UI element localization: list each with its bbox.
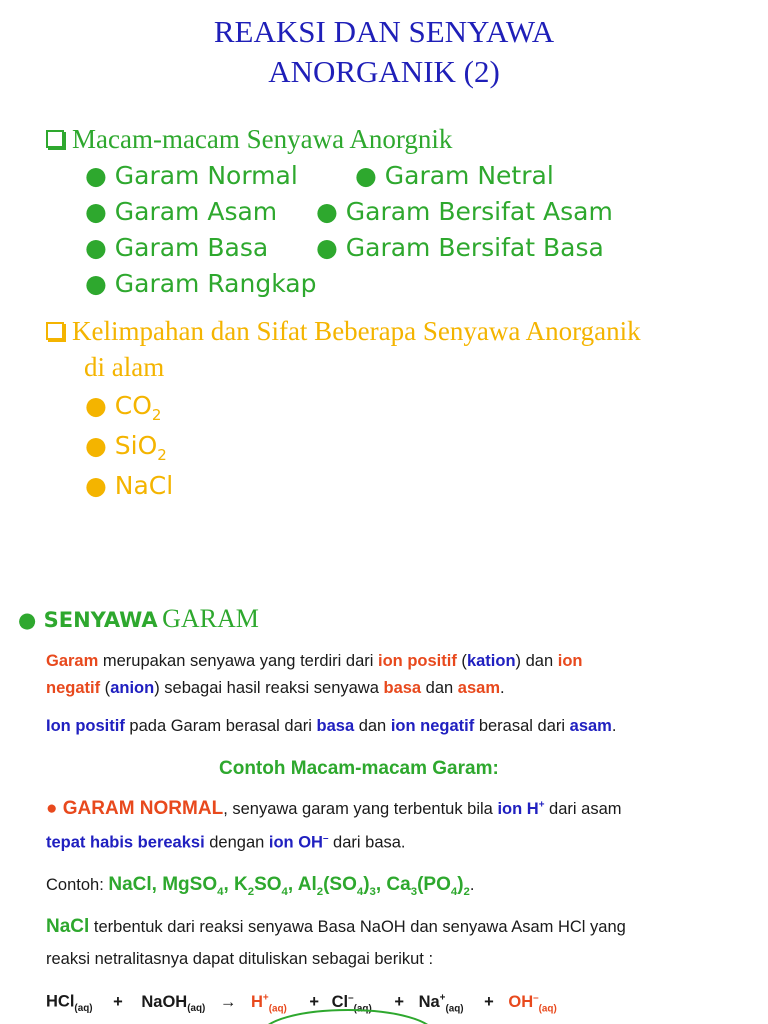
contoh-heading: Contoh Macam-macam Garam: [219, 758, 499, 779]
nacl-paragraph-line-2: reaksi netralitasnya dapat dituliskan sebagai berikut : [46, 950, 434, 968]
highlight-ellipse [258, 1004, 438, 1024]
list-item: ● Garam Netral [355, 161, 554, 190]
list-item: ● NaCl [85, 471, 174, 500]
paragraph-1-line-2: negatif (anion) sebagai hasil reaksi senyawa basa dan asam. [46, 679, 505, 697]
garam-normal-line-1: ● GARAM NORMAL, senyawa garam yang terbentuk bila ion H+ dari asam [46, 798, 622, 819]
section1-heading: Macam-macam Senyawa Anorgnik [46, 124, 452, 155]
list-item: ● Garam Bersifat Basa [316, 233, 604, 262]
list-item: ● Garam Basa [85, 233, 269, 262]
contoh-formulas: Contoh: NaCl, MgSO$_4$, $K_2SO_4$, $Al_2(SO_4)_3$, $Ca_3(PO_4)_2$. [46, 874, 475, 898]
checkbox-icon [46, 130, 64, 148]
list-item: ● Garam Asam [85, 197, 278, 226]
list-item: ● Garam Bersifat Asam [316, 197, 613, 226]
checkbox-icon [46, 322, 64, 340]
paragraph-1-line-1: Garam merupakan senyawa yang terdiri dari ion positif (kation) dan ion [46, 652, 583, 670]
list-item: ● SiO$_2$ [85, 431, 167, 464]
title-line-1: REAKSI DAN SENYAWA [213, 14, 555, 49]
title-line-2: ANORGANIK (2) [268, 54, 500, 89]
section2-heading: Kelimpahan dan Sifat Beberapa Senyawa Anorganik [46, 316, 641, 347]
section2-heading-line2: di alam [84, 352, 165, 382]
senyawa-garam-heading: ● SENYAWA GARAM [18, 604, 259, 633]
paragraph-2: Ion positif pada Garam berasal dari basa dan ion negatif berasal dari asam. [46, 717, 617, 735]
list-item: ● Garam Normal [85, 161, 298, 190]
reaction-equation: HCl$_{(aq)}$ + NaOH$_{(aq)}$ → $H^+_{(aq)} + Cl^-_{(aq)} + Na^+_{(aq)} + OH^-_{(aq)}$ [46, 992, 557, 1014]
nacl-paragraph-line-1: NaCl terbentuk dari reaksi senyawa Basa NaOH dan senyawa Asam HCl yang [46, 916, 626, 937]
garam-normal-line-2: tepat habis bereaksi dengan ion OH– dari basa. [46, 833, 406, 852]
list-item: ● $CO_2$ [85, 391, 162, 424]
list-item: ● Garam Rangkap [85, 269, 317, 298]
